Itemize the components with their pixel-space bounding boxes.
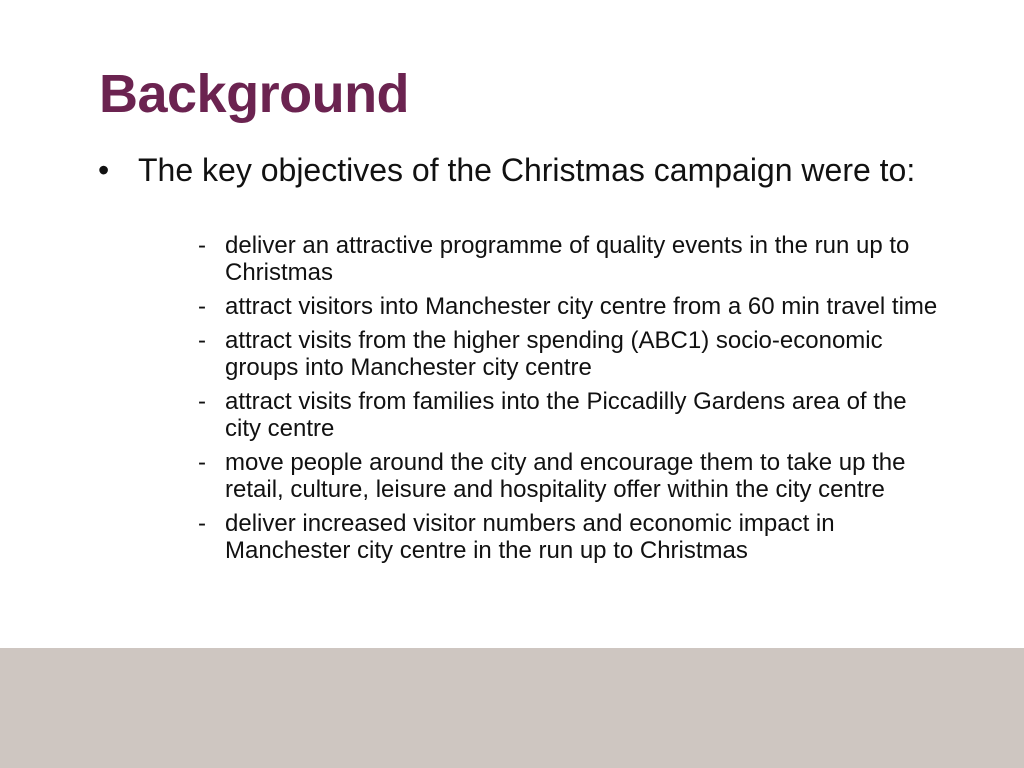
slide-title: Background: [99, 64, 410, 124]
main-bullet-text: The key objectives of the Christmas campaign were to:: [138, 152, 916, 188]
main-bullet: [98, 154, 928, 186]
list-item: [198, 449, 938, 503]
dash-marker: -: [198, 449, 206, 476]
footer-band: [0, 648, 1024, 768]
list-item: [198, 232, 938, 286]
list-item: [198, 510, 938, 564]
dash-marker: -: [198, 293, 206, 320]
dash-marker: -: [198, 388, 206, 415]
list-item: [198, 388, 938, 442]
dash-marker: -: [198, 327, 206, 354]
dash-marker: -: [198, 510, 206, 537]
list-item-text: move people around the city and encourage them to take up the retail, culture, leisure and hospitality offer within the city centre: [225, 449, 906, 503]
list-item: [198, 293, 938, 320]
objectives-list: [198, 232, 938, 571]
main-bullet-row: [98, 154, 928, 186]
list-item-text: deliver increased visitor numbers and economic impact in Manchester city centre in the run up to Christmas: [225, 510, 835, 564]
list-item: [198, 327, 938, 381]
list-item-text: attract visitors into Manchester city centre from a 60 min travel time: [225, 293, 938, 320]
list-item-text: deliver an attractive programme of quality events in the run up to Christmas: [225, 232, 910, 286]
dash-marker: -: [198, 232, 206, 259]
list-item-text: attract visits from families into the Piccadilly Gardens area of the city centre: [225, 388, 907, 442]
bullet-marker: •: [98, 152, 110, 188]
list-item-text: attract visits from the higher spending (ABC1) socio-economic groups into Manchester city centre: [225, 327, 883, 381]
